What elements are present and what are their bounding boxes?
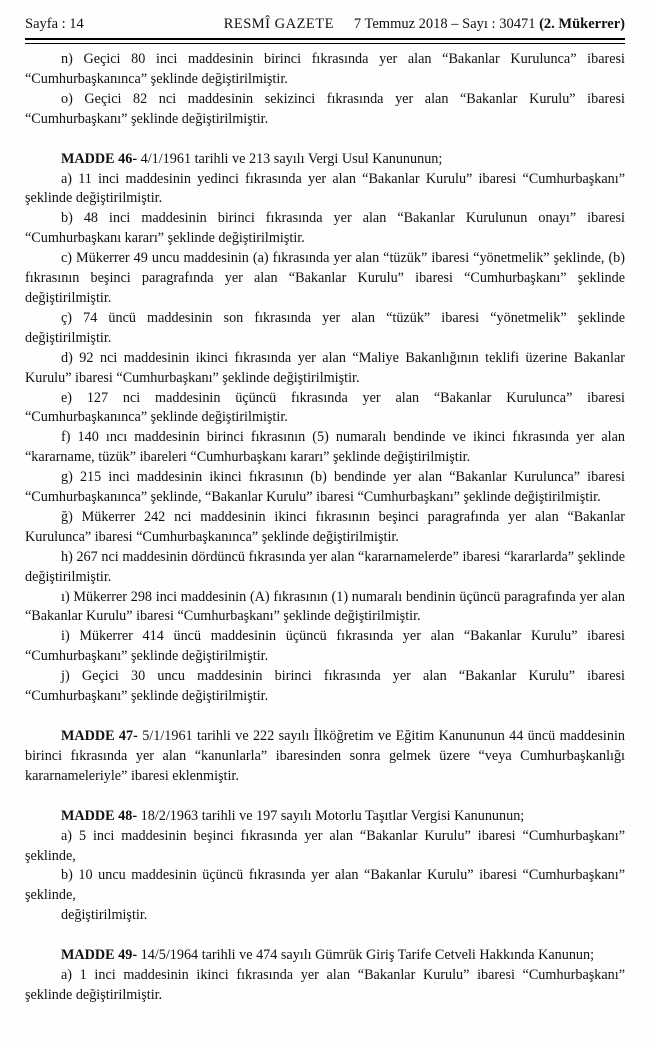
issue-info xyxy=(354,16,625,33)
paragraph: n) Geçici 80 inci maddesinin birinci fıkrasında yer alan “Bakanlar Kurulunca” ibaresi “Cumhurbaşkanınca” şeklinde değiştirilmiştir. xyxy=(25,51,625,87)
issue-mukerrer-label: (2. Mükerrer) xyxy=(539,16,625,32)
madde-label: MADDE 48- xyxy=(61,807,138,824)
madde-label: MADDE 49- xyxy=(61,947,138,964)
paragraph: e) 127 nci maddesinin üçüncü fıkrasında yer alan “Bakanlar Kurulunca” ibaresi “Cumhurbaşkanınca” şeklinde değiştirilmiştir. xyxy=(25,389,625,426)
madde-label: MADDE 46- xyxy=(61,150,138,167)
paragraph: d) 92 nci maddesinin ikinci fıkrasında yer alan “Maliye Bakanlığının teklifi üzerine Bakanlar Kurulu” ibaresi “Cumhurbaşkanı” şeklinde değiştirilmiştir. xyxy=(25,349,625,386)
madde-label: MADDE 47- xyxy=(61,728,138,744)
paragraph: g) 215 inci maddesinin ikinci fıkrasının (b) bendinde yer alan “Bakanlar Kurulunca” ibaresi “Cumhurbaşkanınca” şeklinde, “Bakanlar Kurulu” ibaresi “Cumhurbaşkanı” şeklinde değiştirilmiştir. xyxy=(25,469,625,506)
paragraph: f) 140 ıncı maddesinin birinci fıkrasının (5) numaralı bendinde ve ikinci fıkrasında yer alan “kararname, tüzük” ibareleri “Cumhurbaşkanı kararı” şeklinde değiştirilmiştir. xyxy=(25,429,625,466)
paragraph: h) 267 nci maddesinin dördüncü fıkrasında yer alan “kararnamelerde” ibaresi “kararlarda” şeklinde değiştirilmiştir. xyxy=(25,548,625,585)
paragraph: j) Geçici 30 uncu maddesinin birinci fıkrasında yer alan “Bakanlar Kurulu” ibaresi “Cumhurbaşkanı” şeklinde değiştirilmiştir. xyxy=(25,668,625,705)
paragraph: a) 5 inci maddesinin beşinci fıkrasında yer alan “Bakanlar Kurulu” ibaresi “Cumhurbaşkanı” şeklinde, xyxy=(25,827,625,864)
paragraph: b) 10 uncu maddesinin üçüncü fıkrasında yer alan “Bakanlar Kurulu” ibaresi “Cumhurbaşkanı” şeklinde, xyxy=(25,867,625,904)
paragraph: ı) Mükerrer 298 inci maddesinin (A) fıkrasının (1) numaralı bendinin üçüncü paragrafında yer alan “Bakanlar Kurulu” ibaresi “Cumhurbaşkanı” şeklinde değiştirilmiştir. xyxy=(25,588,625,625)
paragraph: c) Mükerrer 49 uncu maddesinin (a) fıkrasında yer alan “tüzük” ibaresi “yönetmelik” şeklinde, (b) fıkrasının beşinci paragrafında yer alan “Bakanlar Kurulu” ibaresi “Cumhurbaşkanı” şeklinde değiştirilmiştir. xyxy=(25,250,625,306)
document-body xyxy=(25,50,625,1006)
page-header xyxy=(25,12,625,35)
paragraph: b) 48 inci maddesinin birinci fıkrasında yer alan “Bakanlar Kurulunun onayı” ibaresi “Cumhurbaşkanı kararı” şeklinde değiştirilmiştir. xyxy=(25,210,625,247)
paragraph: a) 11 inci maddesinin yedinci fıkrasında yer alan “Bakanlar Kurulu” ibaresi “Cumhurbaşkanı” şeklinde değiştirilmiştir. xyxy=(25,170,625,207)
paragraph: MADDE 46- 4/1/1961 tarihli ve 213 sayılı Vergi Usul Kanununun; xyxy=(61,150,443,167)
gazette-title: RESMÎ GAZETE xyxy=(223,16,334,32)
paragraph: ç) 74 üncü maddesinin son fıkrasında yer alan “tüzük” ibaresi “yönetmelik” şeklinde değiştirilmiştir. xyxy=(25,309,625,346)
paragraph: ğ) Mükerrer 242 nci maddesinin ikinci fıkrasının beşinci paragrafında yer alan “Bakanlar Kurulunca” ibaresi “Cumhurbaşkanınca” şeklinde değiştirilmiştir. xyxy=(25,508,625,545)
paragraph: MADDE 49- 14/5/1964 tarihli ve 474 sayılı Gümrük Giriş Tarife Cetveli Hakkında Kanunun; xyxy=(61,947,595,964)
paragraph: MADDE 47- 5/1/1961 tarihli ve 222 sayılı İlköğretim ve Eğitim Kanununun 44 üncü maddesinin birinci fıkrasında yer alan “kanunlarla” ibaresinden sonra gelmek üzere “veya Cumhurbaşkanlığı kararnameleriyle” ibaresi eklenmiştir. xyxy=(25,728,625,784)
issue-date-text: 7 Temmuz 2018 – Sayı : 30471 xyxy=(353,16,540,32)
page-number-label: Sayfa : 14 xyxy=(25,16,84,32)
paragraph: MADDE 48- 18/2/1963 tarihli ve 197 sayılı Motorlu Taşıtlar Vergisi Kanununun; xyxy=(61,807,525,824)
header-divider-rule xyxy=(25,38,625,44)
paragraph: a) 1 inci maddesinin ikinci fıkrasında yer alan “Bakanlar Kurulu” ibaresi “Cumhurbaşkanı” şeklinde değiştirilmiştir. xyxy=(25,967,625,1003)
paragraph: değiştirilmiştir. xyxy=(61,907,148,924)
paragraph: o) Geçici 82 nci maddesinin sekizinci fıkrasında yer alan “Bakanlar Kurulu” ibaresi “Cumhurbaşkanı” şeklinde değiştirilmiştir. xyxy=(25,90,625,127)
paragraph: i) Mükerrer 414 üncü maddesinin üçüncü fıkrasında yer alan “Bakanlar Kurulu” ibaresi “Cumhurbaşkanı” şeklinde değiştirilmiştir. xyxy=(25,628,625,665)
